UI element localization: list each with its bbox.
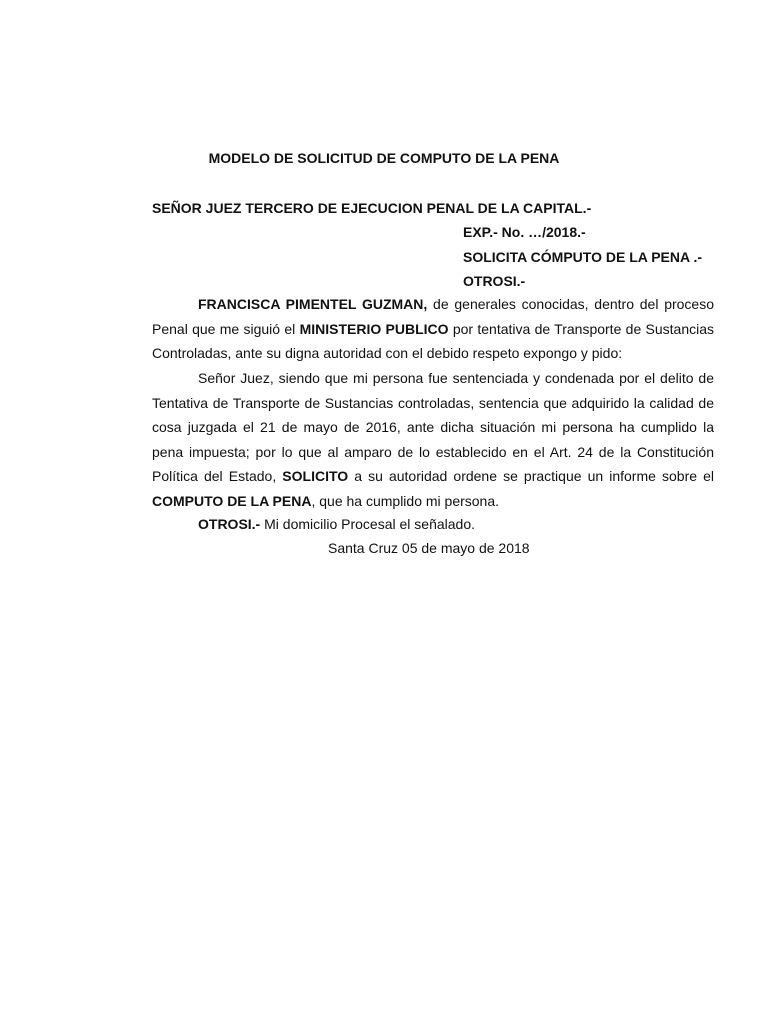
prosecutor-entity: MINISTERIO PUBLICO	[299, 320, 449, 337]
document-title: MODELO DE SOLICITUD DE COMPUTO DE LA PENA	[208, 150, 560, 166]
paragraph-request-text-3: , que ha cumplido mi persona.	[311, 492, 500, 509]
place-and-date: Santa Cruz 05 de mayo de 2018	[328, 540, 530, 556]
request-subject: SOLICITA CÓMPUTO DE LA PENA .-	[463, 249, 703, 265]
expediente-reference: EXP.- No. …/2018.-	[463, 224, 586, 240]
paragraph-request-text-1: Señor Juez, siendo que mi persona fue sentenciada y condenada por el delito de Tentativa de Transporte de Sustancias controladas, sentencia que adquirido la calidad de cosa juzgada el 21 de mayo de 2016, ante dicha situación mi persona ha cumplido la pena impuesta; por lo que al amparo de lo establecido en el Art. 24 de la Constitución Política del Estado,	[152, 370, 714, 484]
otrosi-text: Mi domicilio Procesal el señalado.	[260, 516, 475, 532]
paragraph-request-text-2: a su autoridad ordene se practique un informe sobre el	[348, 468, 714, 484]
otrosi-heading: OTROSI.-	[463, 273, 526, 289]
paragraph-introduction-text-1: de generales conocidas, dentro del proceso Penal que me siguió el	[152, 296, 715, 337]
addressee: SEÑOR JUEZ TERCERO DE EJECUCION PENAL DE LA CAPITAL.-	[152, 200, 592, 216]
paragraph-introduction-text-2: por tentativa de Transporte de Sustancias Controladas, ante su digna autoridad con el debido respeto expongo y pido:	[152, 320, 715, 361]
otrosi-label: OTROSI.-	[198, 516, 261, 532]
petitioner-name: FRANCISCA PIMENTEL GUZMAN,	[198, 296, 428, 312]
otrosi-paragraph	[198, 512, 475, 536]
computo-keyword: COMPUTO DE LA PENA	[152, 492, 312, 509]
paragraph-request	[152, 366, 714, 513]
paragraph-introduction	[152, 292, 714, 366]
solicito-keyword: SOLICITO	[282, 468, 349, 484]
